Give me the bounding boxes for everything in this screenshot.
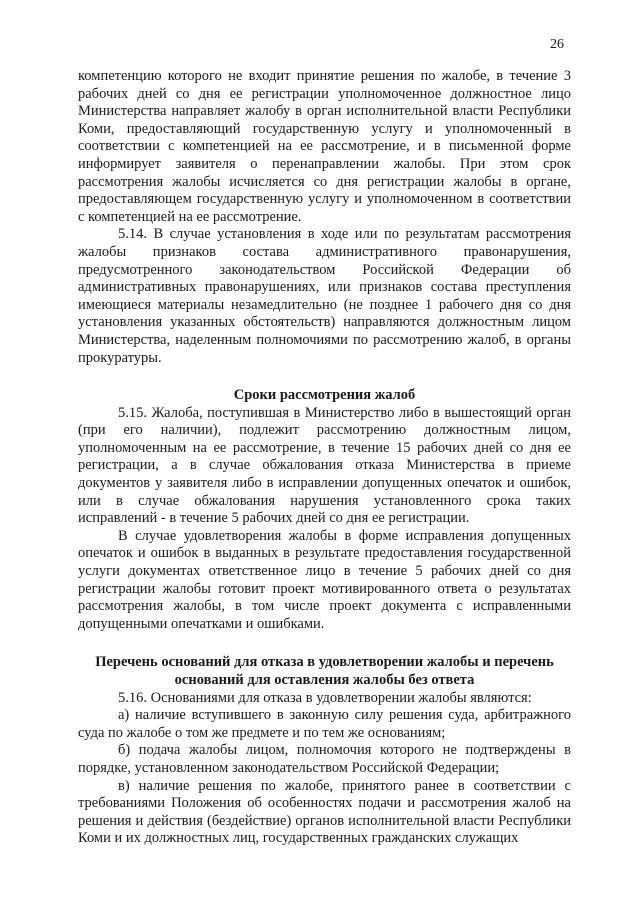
- paragraph-5-16: 5.16. Основаниями для отказа в удовлетворении жалобы являются:: [118, 689, 532, 706]
- list-item-c: в) наличие решения по жалобе, принятого ранее в соответствии с требованиями Положения об особенностях подачи и рассмотрения жалоб на решения и действия (бездействие) органов исполнительной власти Республики Коми и их должностных лиц, государственных гражданских служащих: [78, 777, 571, 847]
- paragraph-continuation: компетенцию которого не входит принятие решения по жалобе, в течение 3 рабочих дней со дня ее регистрации уполномоченное должностное лицо Министерства направляет жалобу в орган исполнительной власти Республики Коми, предоставляющий государственную услугу и уполномоченный в соответствии с компетенцией на ее рассмотрение, и в письменной форме информирует заявителя о перенаправлении жалобы. При этом срок рассмотрения жалобы исчисляется со дня регистрации жалобы в органе, предоставляющем государственную услугу и уполномоченном в соответствии с компетенцией на ее рассмотрение.: [78, 68, 571, 225]
- document-body: [78, 68, 571, 848]
- paragraph-5-15: 5.15. Жалоба, поступившая в Министерство либо в вышестоящий орган (при его наличии), подлежит рассмотрению должностным лицом, уполномоченным на ее рассмотрение, в течение 15 рабочих дней со дня ее регистрации, а в случае обжалования отказа Министерства в приеме документов у заявителя либо в исправлении допущенных опечаток и ошибок, или в случае обжалования нарушения установленного срока таких исправлений - в течение 5 рабочих дней со дня ее регистрации.: [78, 404, 571, 527]
- list-item-a: а) наличие вступившего в законную силу решения суда, арбитражного суда по жалобе о том же предмете и по тем же основаниям;: [78, 707, 571, 741]
- page-number: 26: [550, 37, 564, 52]
- paragraph-5-14: 5.14. В случае установления в ходе или по результатам рассмотрения жалобы признаков состава административного правонарушения, предусмотренного законодательством Российской Федерации об административных правонарушениях, или признаков состава преступления имеющиеся материалы незамедлительно (не позднее 1 рабочего дня со дня установления указанных обстоятельств) направляются должностным лицом Министерства, наделенным полномочиями по рассмотрению жалоб, в органы прокуратуры.: [78, 226, 571, 366]
- paragraph-correction-case: В случае удовлетворения жалобы в форме исправления допущенных опечаток и ошибок в выданных в результате предоставления государственной услуги документах ответственное лицо в течение 5 рабочих дней со дня регистрации жалобы готовит проект мотивированного ответа о результатах рассмотрения жалобы, в том числе проект документа с исправленными допущенными опечатками и ошибками.: [78, 527, 571, 632]
- section-heading-review-periods: Сроки рассмотрения жалоб: [233, 387, 416, 404]
- list-item-b: б) подача жалобы лицом, полномочия которого не подтверждены в порядке, установленном законодательством Российской Федерации;: [78, 742, 571, 776]
- section-heading-refusal-grounds: Перечень оснований для отказа в удовлетворении жалобы и перечень оснований для оставления жалобы без ответа: [95, 654, 554, 688]
